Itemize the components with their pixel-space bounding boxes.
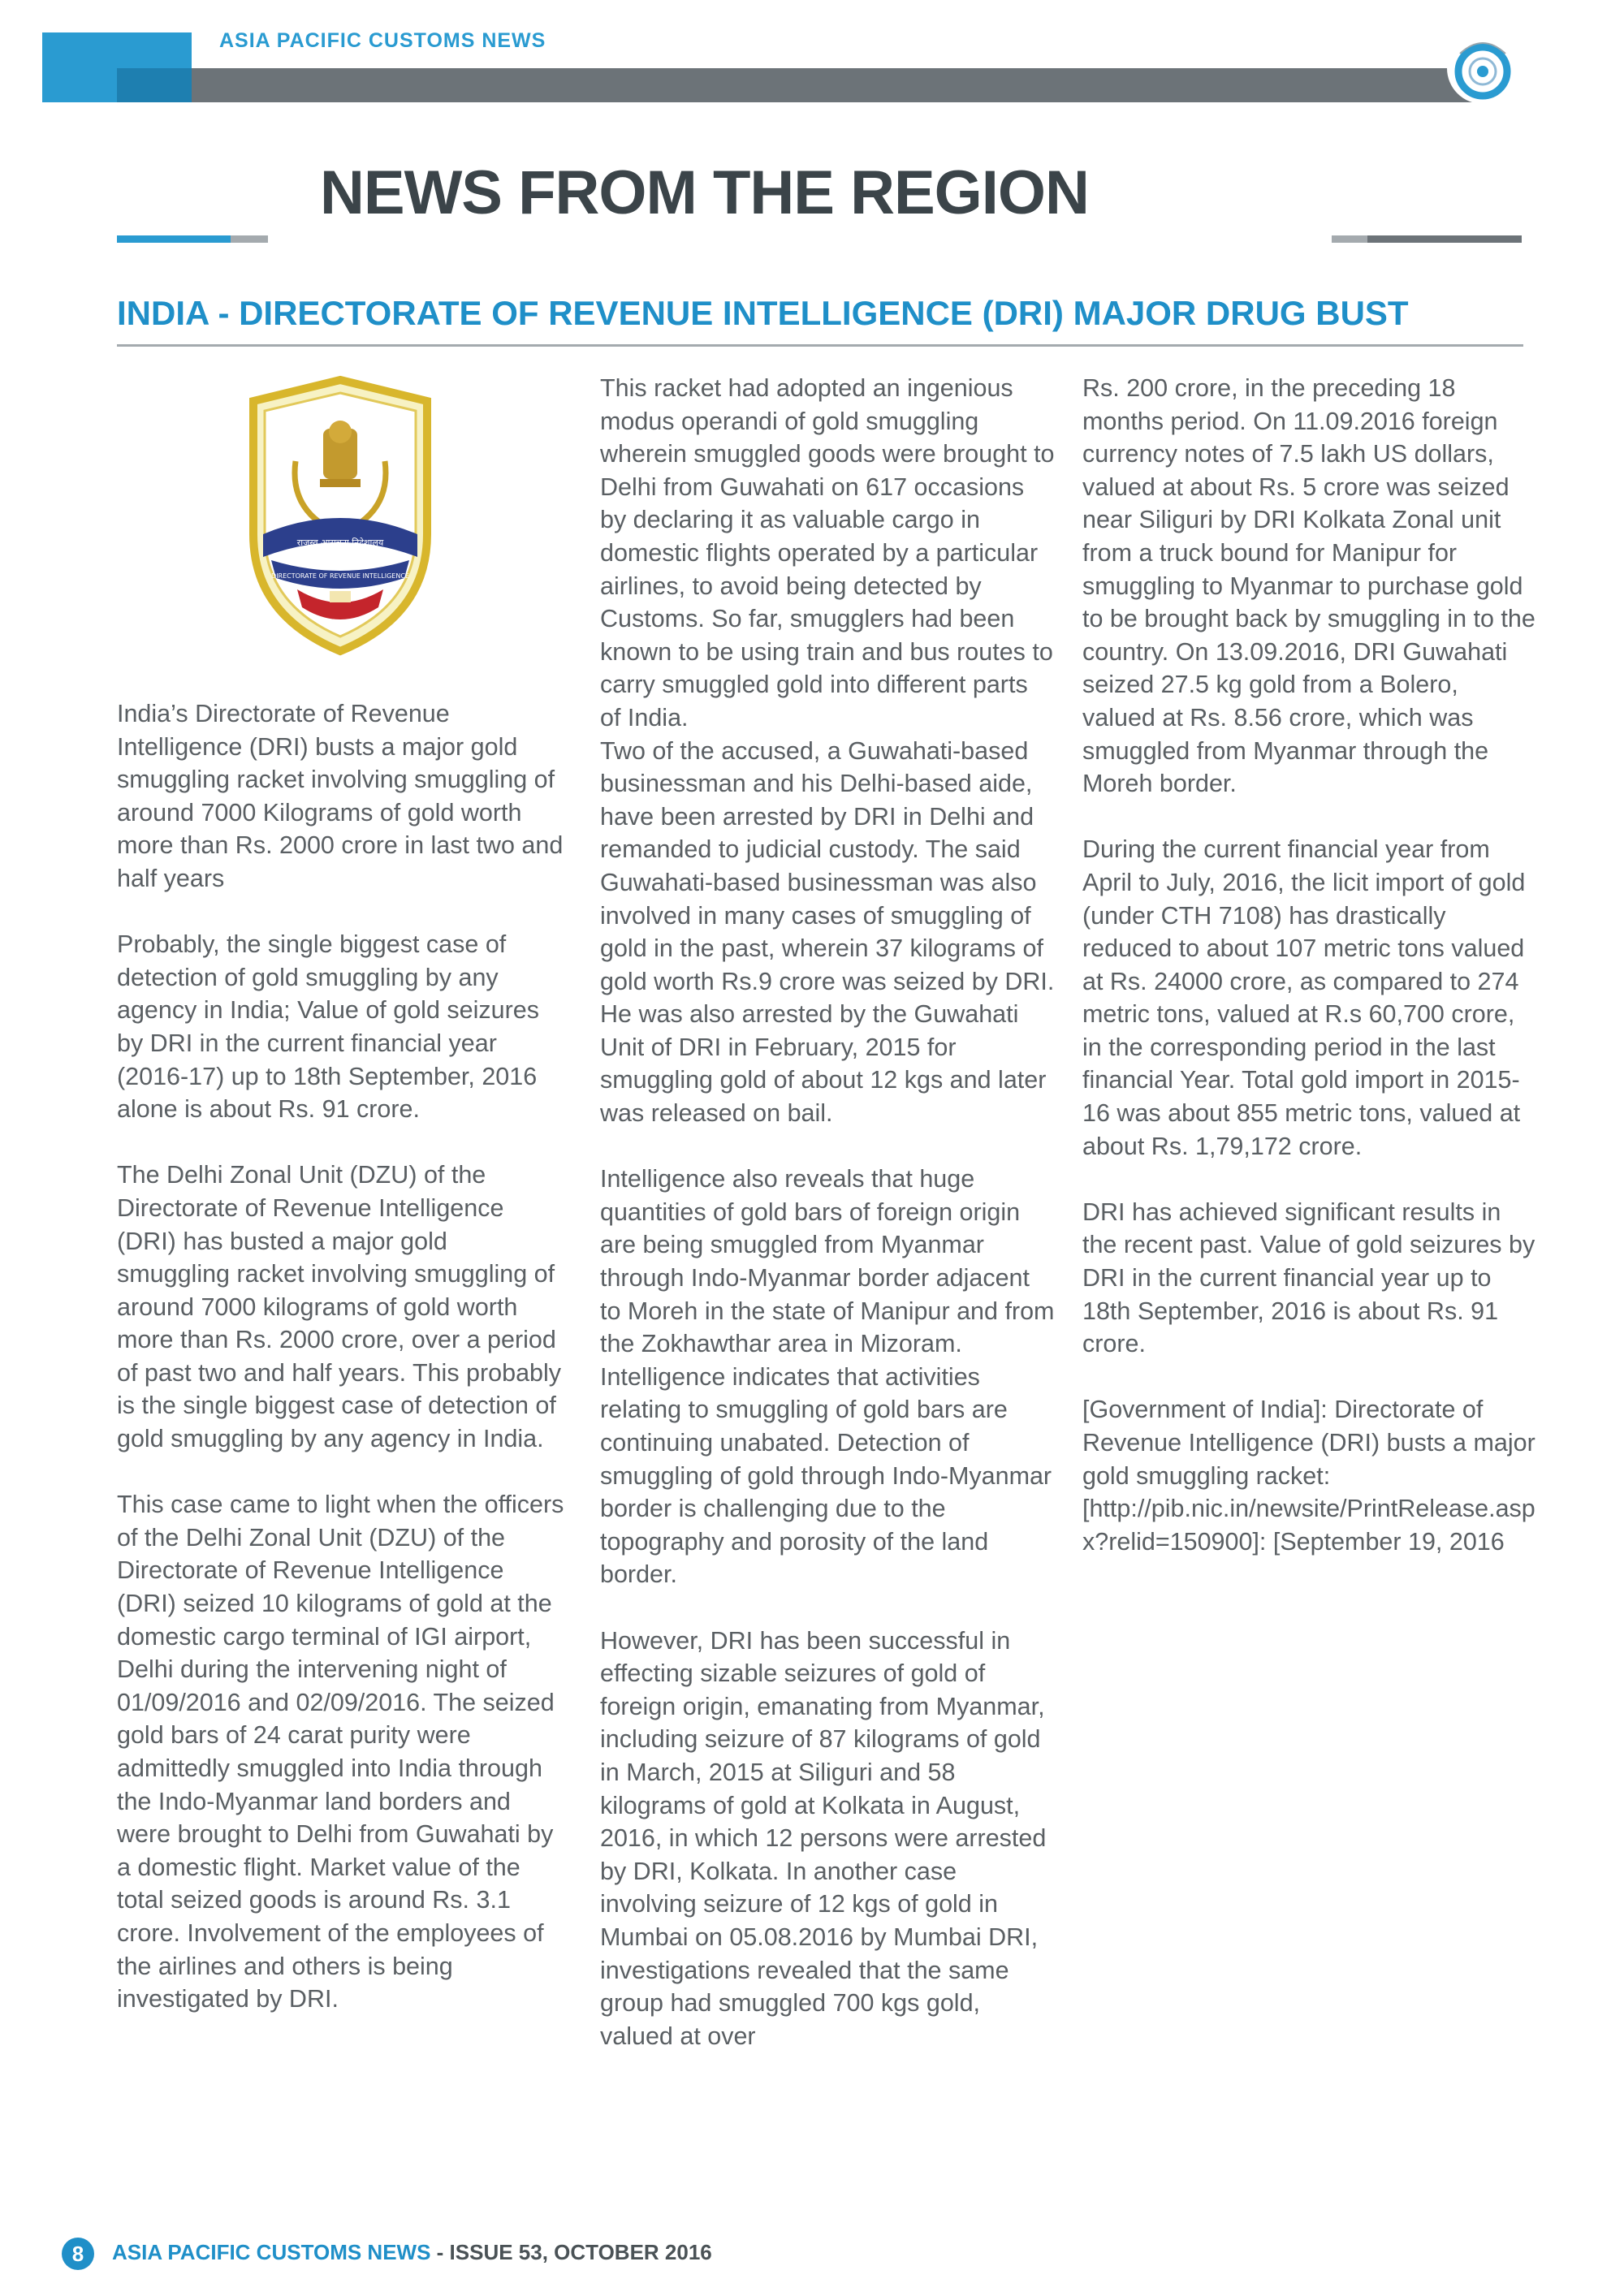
header-bar: [192, 68, 1486, 102]
footer-issue-line: [112, 2240, 712, 2265]
paragraph: Intelligence also reveals that huge quantities of gold bars of foreign origin are being smuggled from Myanmar through Indo-Myanmar border adjacent to Moreh in the state of Manipur and from the Zokhawthar area in Mizoram. Intelligence indicates that activities relating to smuggling of gold bars are continuing unabated. Detection of smuggling of gold through Indo-Myanmar border is challenging due to the topography and porosity of the land border.: [600, 1165, 1055, 1589]
article-column-1: [117, 697, 565, 2016]
paragraph: India’s Directorate of Revenue Intelligence (DRI) busts a major gold smuggling racket involving smuggling of around 7000 Kilograms of gold worth more than Rs. 2000 crore in last two and half years: [117, 700, 564, 892]
emblem-banner-text: राजस्व आसूचना निदेशालय: [296, 537, 384, 548]
section-title: NEWS FROM THE REGION: [320, 158, 1089, 227]
paragraph: However, DRI has been successful in effecting sizable seizures of gold of foreign origin, emanating from Myanmar, including seizure of 87 kilograms of gold in March, 2015 at Siliguri and 58 kilograms of gold at Kolkata in August, 2016, in which 12 persons were arrested by DRI, Kolkata. In another case involving seizure of 12 kgs of gold in Mumbai on 05.08.2016 by Mumbai DRI, investigations revealed that the same group had smuggled 700 kgs gold, valued at over: [600, 1626, 1047, 2050]
section-rule-blue: [117, 235, 231, 243]
section-rule-grey-right: [1332, 235, 1367, 243]
article-column-2: [600, 372, 1055, 2052]
article-title: INDIA - DIRECTORATE OF REVENUE INTELLIGENCE (DRI) MAJOR DRUG BUST: [117, 294, 1409, 332]
emblem-ribbon-text: DIRECTORATE OF REVENUE INTELLIGENCE: [271, 572, 409, 580]
footer-publication: ASIA PACIFIC CUSTOMS NEWS: [112, 2240, 431, 2264]
header-accent-block: [42, 32, 192, 102]
header-accent-inner: [117, 68, 192, 102]
source-citation: [Government of India]: Directorate of Revenue Intelligence (DRI) busts a major gold smuggling racket: [http://pib.nic.in/newsite/PrintRelease.aspx?relid=150900]: [September 19, 2016: [1082, 1396, 1535, 1556]
paragraph: This case came to light when the officers of the Delhi Zonal Unit (DZU) of the Directorate of Revenue Intelligence (DRI) seized 10 kilograms of gold at the domestic cargo terminal of IGI airport, Delhi during the intervening night of 01/09/2016 and 02/09/2016. The seized gold bars of 24 carat purity were admittedly smuggled into India through the Indo-Myanmar land borders and were brought to Delhi from Guwahati by a domestic flight. Market value of the total seized goods is around Rs. 3.1 crore. Involvement of the employees of the airlines and others is being investigated by DRI.: [117, 1491, 564, 2013]
dri-emblem-icon: [239, 372, 442, 658]
asia-pacific-region-logo-icon: [1444, 29, 1522, 107]
paragraph: Rs. 200 crore, in the preceding 18 months period. On 11.09.2016 foreign currency notes of 7.5 lakh US dollars, valued at about Rs. 5 crore was seized near Siliguri by DRI Kolkata Zonal unit from a truck bound for Manipur for smuggling to Myanmar to purchase gold to be brought back by smuggling in to the country. On 13.09.2016, DRI Guwahati seized 27.5 kg gold from a Bolero, valued at Rs. 8.56 crore, which was smuggled from Myanmar through the Moreh border.: [1082, 374, 1535, 798]
paragraph: Probably, the single biggest case of detection of gold smuggling by any agency in India; Value of gold seizures by DRI in the current financial year (2016-17) up to 18th September, 2016 alone is about Rs. 91 crore.: [117, 930, 539, 1124]
paragraph: During the current financial year from April to July, 2016, the licit import of gold (under CTH 7108) has drastically reduced to about 107 metric tons valued at Rs. 24000 crore, as compared to 274 metric tons, valued at R.s 60,700 crore, in the corresponding period in the last financial Year. Total gold import in 2015-16 was about 855 metric tons, valued at about Rs. 1,79,172 crore.: [1082, 835, 1526, 1160]
section-rule-grey: [231, 235, 268, 243]
paragraph: DRI has achieved significant results in the recent past. Value of gold seizures by DRI in the current financial year up to 18th September, 2016 is about Rs. 91 crore.: [1082, 1198, 1535, 1358]
section-rule-dark: [1367, 235, 1522, 243]
paragraph: The Delhi Zonal Unit (DZU) of the Directorate of Revenue Intelligence (DRI) has busted a major gold smuggling racket involving smuggling of around 7000 kilograms of gold worth more than Rs. 2000 crore, over a period of past two and half years. This probably is the single biggest case of detection of gold smuggling by any agency in India.: [117, 1161, 562, 1453]
footer-issue: - ISSUE 53, OCTOBER 2016: [430, 2240, 712, 2264]
page-number: 8: [62, 2238, 94, 2270]
article-title-rule: [117, 344, 1523, 347]
paragraph: This racket had adopted an ingenious modus operandi of gold smuggling wherein smuggled goods were brought to Delhi from Guwahati on 617 occasions by declaring it as valuable cargo in domestic flights operated by a particular airlines, to avoid being detected by Customs. So far, smugglers had been known to be using train and bus routes to carry smuggled gold into different parts of India. Two of the accused, a Guwahati-based businessman and his Delhi-based aide, have been arrested by DRI in Delhi and remanded to judicial custody. The said Guwahati-based businessman was also involved in many cases of smuggling of gold in the past, wherein 37 kilograms of gold worth Rs.9 crore was seized by DRI. He was also arrested by the Guwahati Unit of DRI in February, 2015 for smuggling gold of about 12 kgs and later was released on bail.: [600, 374, 1055, 1128]
header-publication-title: ASIA PACIFIC CUSTOMS NEWS: [219, 29, 546, 52]
article-column-3: [1082, 372, 1537, 1558]
